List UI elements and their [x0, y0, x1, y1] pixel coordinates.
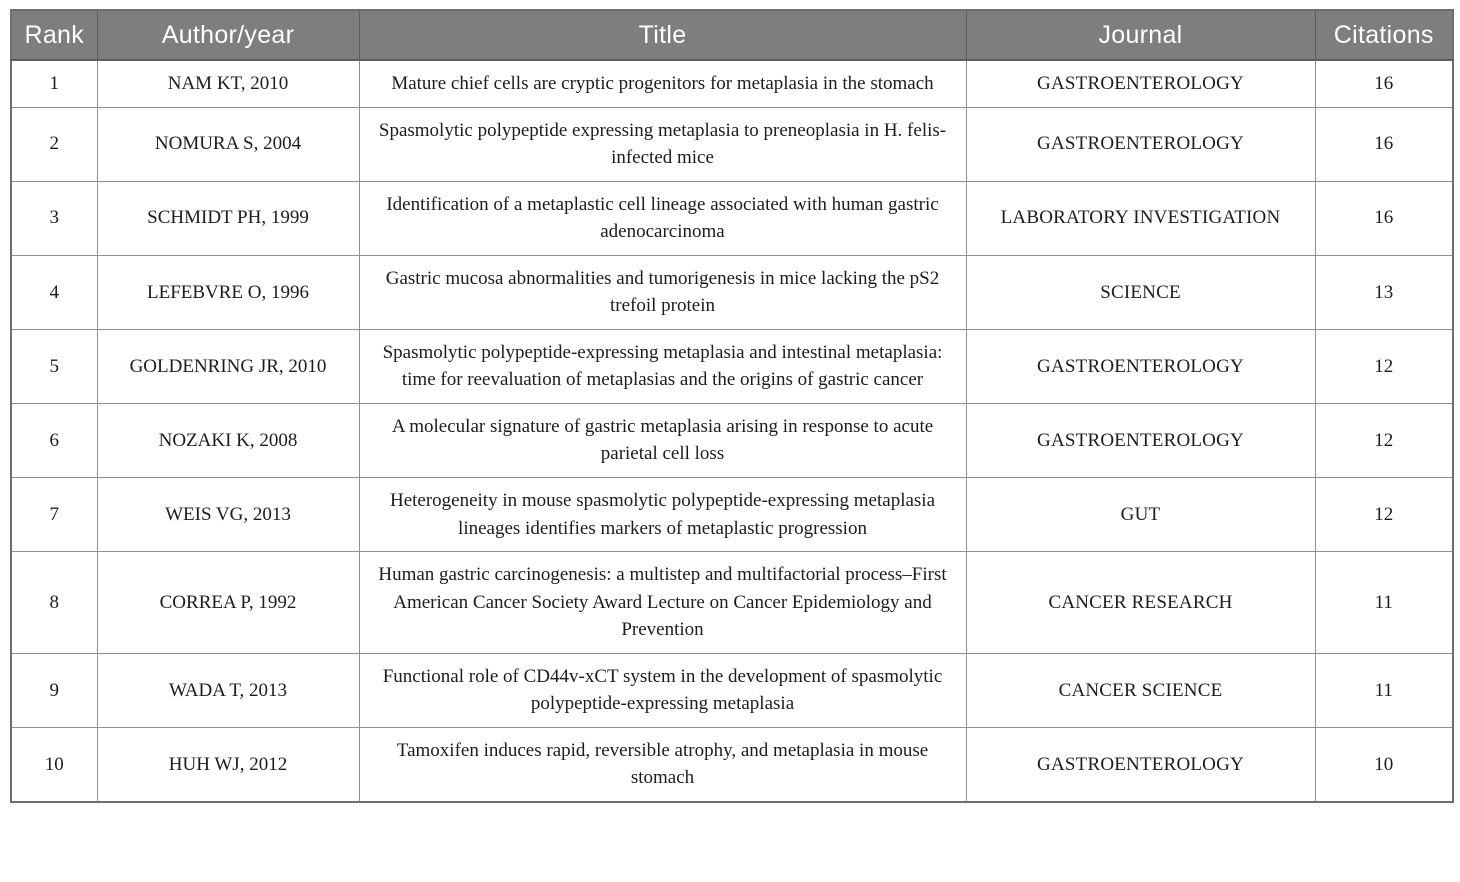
header-row [11, 10, 1453, 60]
author-cell: GOLDENRING JR, 2010 [97, 329, 359, 403]
rank-cell: 2 [11, 107, 97, 181]
rank-cell: 5 [11, 329, 97, 403]
journal-cell: GASTROENTEROLOGY [966, 403, 1315, 477]
journal-cell: SCIENCE [966, 255, 1315, 329]
journal-cell: LABORATORY INVESTIGATION [966, 181, 1315, 255]
rank-cell: 8 [11, 552, 97, 654]
rank-cell: 3 [11, 181, 97, 255]
title-cell: Gastric mucosa abnormalities and tumorigenesis in mice lacking the pS2 trefoil protein [359, 255, 966, 329]
col-header-author: Author/year [97, 10, 359, 60]
citations-cell: 11 [1315, 552, 1453, 654]
col-header-journal: Journal [966, 10, 1315, 60]
title-cell: Identification of a metaplastic cell lineage associated with human gastric adenocarcinoma [359, 181, 966, 255]
table-row [11, 181, 1453, 255]
citations-cell: 16 [1315, 60, 1453, 107]
author-cell: WEIS VG, 2013 [97, 478, 359, 552]
title-cell: A molecular signature of gastric metaplasia arising in response to acute parietal cell loss [359, 403, 966, 477]
author-cell: WADA T, 2013 [97, 653, 359, 727]
title-cell: Spasmolytic polypeptide-expressing metaplasia and intestinal metaplasia: time for reevaluation of metaplasias and the origins of gastric cancer [359, 329, 966, 403]
table-row [11, 552, 1453, 654]
title-cell: Human gastric carcinogenesis: a multistep and multifactorial process–First American Cancer Society Award Lecture on Cancer Epidemiology and Prevention [359, 552, 966, 654]
journal-cell: GUT [966, 478, 1315, 552]
author-cell: NAM KT, 2010 [97, 60, 359, 107]
table-row [11, 653, 1453, 727]
title-cell: Spasmolytic polypeptide expressing metaplasia to preneoplasia in H. felis-infected mice [359, 107, 966, 181]
table-row [11, 329, 1453, 403]
journal-cell: CANCER SCIENCE [966, 653, 1315, 727]
rank-cell: 6 [11, 403, 97, 477]
journal-cell: GASTROENTEROLOGY [966, 727, 1315, 802]
citations-cell: 16 [1315, 107, 1453, 181]
table-row [11, 478, 1453, 552]
table-row [11, 60, 1453, 107]
journal-cell: CANCER RESEARCH [966, 552, 1315, 654]
author-cell: SCHMIDT PH, 1999 [97, 181, 359, 255]
rank-cell: 1 [11, 60, 97, 107]
author-cell: NOMURA S, 2004 [97, 107, 359, 181]
author-cell: NOZAKI K, 2008 [97, 403, 359, 477]
rank-cell: 9 [11, 653, 97, 727]
citations-cell: 16 [1315, 181, 1453, 255]
table-row [11, 255, 1453, 329]
col-header-title: Title [359, 10, 966, 60]
journal-cell: GASTROENTEROLOGY [966, 329, 1315, 403]
citations-cell: 13 [1315, 255, 1453, 329]
journal-cell: GASTROENTEROLOGY [966, 107, 1315, 181]
author-cell: LEFEBVRE O, 1996 [97, 255, 359, 329]
col-header-rank: Rank [11, 10, 97, 60]
table-row [11, 107, 1453, 181]
citations-cell: 12 [1315, 478, 1453, 552]
citations-cell: 10 [1315, 727, 1453, 802]
citations-cell: 11 [1315, 653, 1453, 727]
title-cell: Tamoxifen induces rapid, reversible atrophy, and metaplasia in mouse stomach [359, 727, 966, 802]
rank-cell: 10 [11, 727, 97, 802]
journal-cell: GASTROENTEROLOGY [966, 60, 1315, 107]
author-cell: CORREA P, 1992 [97, 552, 359, 654]
col-header-citations: Citations [1315, 10, 1453, 60]
citations-cell: 12 [1315, 329, 1453, 403]
citations-cell: 12 [1315, 403, 1453, 477]
rank-cell: 4 [11, 255, 97, 329]
title-cell: Functional role of CD44v-xCT system in the development of spasmolytic polypeptide-expressing metaplasia [359, 653, 966, 727]
table-row [11, 403, 1453, 477]
title-cell: Mature chief cells are cryptic progenitors for metaplasia in the stomach [359, 60, 966, 107]
top-cited-articles-table [10, 9, 1454, 803]
title-cell: Heterogeneity in mouse spasmolytic polypeptide-expressing metaplasia lineages identifies markers of metaplastic progression [359, 478, 966, 552]
table-row [11, 727, 1453, 802]
rank-cell: 7 [11, 478, 97, 552]
author-cell: HUH WJ, 2012 [97, 727, 359, 802]
